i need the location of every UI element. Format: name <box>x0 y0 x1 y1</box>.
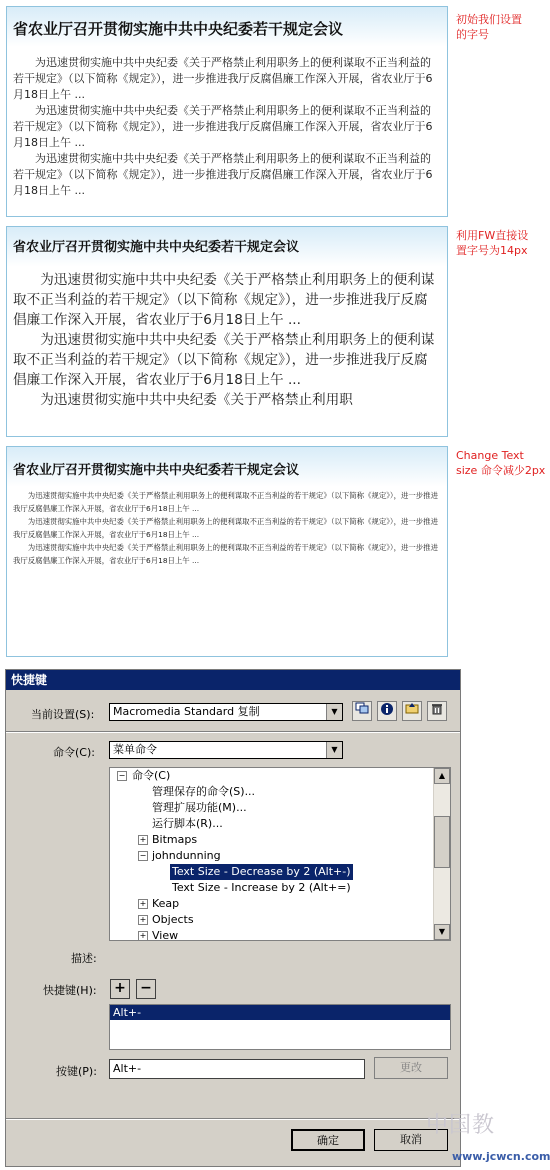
remove-shortcut-button[interactable]: − <box>136 979 156 999</box>
panel-body <box>13 489 439 567</box>
paragraph: 为迅速贯彻实施中共中央纪委《关于严格禁止利用职务上的便利谋取不正当利益的若干规定》（以下简称《规定》），进一步推进我厅反腐倡廉工作深入开展，省农业厅于6月18日上午 ... <box>13 543 438 565</box>
annotation-initial-size: 初始我们设置 的字号 <box>456 13 522 41</box>
tree-item[interactable]: View <box>152 929 179 941</box>
collapse-icon[interactable]: − <box>139 851 147 860</box>
tree-item[interactable]: 管理保存的命令(S)... <box>152 785 256 798</box>
tree-item[interactable]: Objects <box>152 913 194 926</box>
expand-icon[interactable]: + <box>139 931 147 940</box>
panel-title: 省农业厅召开贯彻实施中共中央纪委若干规定会议 <box>13 20 344 38</box>
expand-icon[interactable]: + <box>139 915 147 924</box>
divider <box>6 1118 460 1120</box>
panel-body <box>13 270 439 410</box>
tree-item[interactable]: Bitmaps <box>152 833 198 846</box>
paragraph: 为迅速贯彻实施中共中央纪委《关于严格禁止利用职务上的便利谋取不正当利益的若干规定》（以下简称《规定》），进一步推进我厅反腐倡廉工作深入开展，省农业厅于6月18日上午 ... <box>13 272 435 328</box>
cancel-button[interactable]: 取消 <box>374 1129 448 1151</box>
chevron-down-icon[interactable]: ▼ <box>326 704 342 720</box>
watermark-url: www.jcwcn.com <box>452 1150 550 1163</box>
divider <box>6 731 460 733</box>
tree-scrollbar[interactable] <box>433 768 450 940</box>
preview-panel-reduced <box>6 446 448 657</box>
annotation-reduced-size: Change Text size 命令减少2px <box>456 449 546 477</box>
chevron-down-icon[interactable]: ▼ <box>326 742 342 758</box>
info-icon[interactable] <box>377 701 397 721</box>
scroll-thumb[interactable] <box>434 816 450 868</box>
expand-icon[interactable]: + <box>139 899 147 908</box>
tree-item[interactable]: johndunning <box>152 849 221 862</box>
paragraph: 为迅速贯彻实施中共中央纪委《关于严格禁止利用职务上的便利谋取不正当利益的若干规定》（以下简称《规定》），进一步推进我厅反腐倡廉工作深入开展，省农业厅于6月18日上午 ... <box>13 491 438 513</box>
paragraph: 为迅速贯彻实施中共中央纪委《关于严格禁止利用职 <box>40 392 353 408</box>
collapse-icon[interactable]: − <box>118 771 126 780</box>
export-icon[interactable] <box>402 701 422 721</box>
paragraph: 为迅速贯彻实施中共中央纪委《关于严格禁止利用职务上的便利谋取不正当利益的若干规定》（以下简称《规定》），进一步推进我厅反腐倡廉工作深入开展，省农业厅于6月18日上午 ... <box>13 56 433 101</box>
current-set-value: Macromedia Standard 复制 <box>113 705 260 718</box>
duplicate-set-icon[interactable] <box>352 701 372 721</box>
current-set-label: 当前设置(S): <box>31 708 95 721</box>
shortcut-list-item[interactable]: Alt+- <box>110 1005 450 1020</box>
paragraph: 为迅速贯彻实施中共中央纪委《关于严格禁止利用职务上的便利谋取不正当利益的若干规定》（以下简称《规定》），进一步推进我厅反腐倡廉工作深入开展，省农业厅于6月18日上午 ... <box>13 332 435 388</box>
annotation-14px: 利用FW直接设 置字号为14px <box>456 229 529 257</box>
command-value: 菜单命令 <box>113 743 157 756</box>
press-key-label: 按键(P): <box>56 1065 97 1078</box>
tree-item[interactable]: 运行脚本(R)... <box>152 817 223 830</box>
shortcut-label: 快捷键(H): <box>43 984 97 997</box>
shortcut-list[interactable] <box>109 1004 451 1050</box>
command-tree[interactable] <box>109 767 451 941</box>
panel-title: 省农业厅召开贯彻实施中共中央纪委若干规定会议 <box>13 240 300 255</box>
command-select[interactable] <box>109 741 343 759</box>
trash-icon[interactable] <box>427 701 447 721</box>
tree-item-selected[interactable]: Text Size - Decrease by 2 (Alt+-) <box>172 865 351 878</box>
preview-panel-initial <box>6 6 448 217</box>
panel-title: 省农业厅召开贯彻实施中共中央纪委若干规定会议 <box>13 463 300 478</box>
ok-button[interactable]: 确定 <box>291 1129 365 1151</box>
current-set-select[interactable] <box>109 703 343 721</box>
tree-item[interactable]: Keap <box>152 897 180 910</box>
press-key-input[interactable]: Alt+- <box>109 1059 365 1079</box>
watermark-brand: 中国教 <box>426 1113 496 1138</box>
paragraph: 为迅速贯彻实施中共中央纪委《关于严格禁止利用职务上的便利谋取不正当利益的若干规定》（以下简称《规定》），进一步推进我厅反腐倡廉工作深入开展，省农业厅于6月18日上午 ... <box>13 517 438 539</box>
tree-item[interactable]: 管理扩展功能(M)... <box>152 801 247 814</box>
paragraph: 为迅速贯彻实施中共中央纪委《关于严格禁止利用职务上的便利谋取不正当利益的若干规定》（以下简称《规定》），进一步推进我厅反腐倡廉工作深入开展，省农业厅于6月18日上午 ... <box>13 104 433 149</box>
scroll-down-icon[interactable]: ▼ <box>434 924 450 940</box>
change-button[interactable]: 更改 <box>374 1057 448 1079</box>
preview-panel-14px <box>6 226 448 437</box>
description-label: 描述: <box>71 952 97 965</box>
dialog-title: 快捷键 <box>6 670 460 690</box>
paragraph: 为迅速贯彻实施中共中央纪委《关于严格禁止利用职务上的便利谋取不正当利益的若干规定》（以下简称《规定》），进一步推进我厅反腐倡廉工作深入开展，省农业厅于6月18日上午 ... <box>13 152 433 197</box>
add-shortcut-button[interactable]: + <box>110 979 130 999</box>
tree-item[interactable]: Text Size - Increase by 2 (Alt+=) <box>172 881 351 894</box>
panel-body <box>13 55 437 199</box>
tree-root[interactable]: 命令(C) <box>132 769 171 782</box>
shortcuts-dialog <box>5 669 461 1167</box>
command-label: 命令(C): <box>53 746 95 759</box>
expand-icon[interactable]: + <box>139 835 147 844</box>
scroll-up-icon[interactable]: ▲ <box>434 768 450 784</box>
